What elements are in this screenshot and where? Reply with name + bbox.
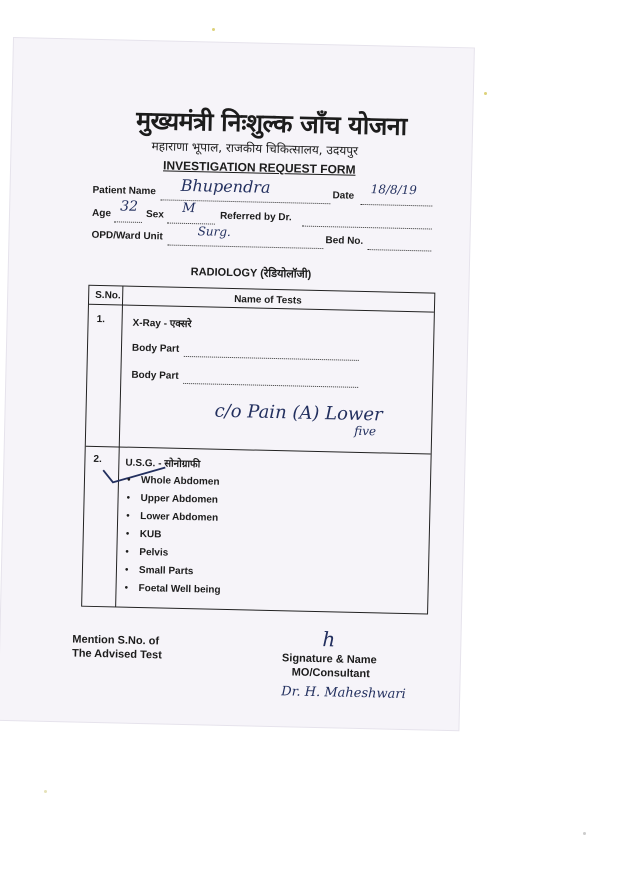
- sex-value: M: [182, 200, 196, 217]
- mention-sno-line-2: The Advised Test: [71, 647, 163, 662]
- request-form-sheet: [0, 38, 474, 730]
- mo-consultant-label: MO/Consultant: [291, 666, 371, 681]
- row-2-number: 2.: [93, 453, 102, 466]
- bullet-icon: •: [125, 546, 130, 558]
- referred-line: [302, 216, 432, 230]
- signature-mark: h: [322, 627, 336, 652]
- usg-test-item: Whole Abdomen: [140, 474, 220, 488]
- opd-unit-value: Surg.: [197, 224, 232, 239]
- paper-speck: [484, 92, 487, 95]
- paper-speck: [212, 28, 215, 31]
- paper-speck: [44, 790, 47, 793]
- usg-test-item: Pelvis: [139, 546, 169, 559]
- date-value: 18/8/19: [370, 182, 418, 198]
- usg-label: U.S.G. - सोनोग्राफी: [125, 457, 201, 471]
- patient-name-value: Bhupendra: [180, 175, 271, 197]
- doctor-name: Dr. H. Maheshwari: [281, 684, 406, 703]
- radiology-table: [81, 285, 435, 615]
- table-row-divider: [86, 446, 431, 455]
- hospital-name: महाराणा भूपाल, राजकीय चिकित्सालय, उदयपुर: [151, 139, 359, 158]
- body-part-1-label: Body Part: [131, 342, 180, 355]
- date-label: Date: [332, 190, 355, 202]
- patient-name-label: Patient Name: [92, 184, 157, 198]
- paper-speck: [583, 832, 586, 835]
- usg-test-item: Upper Abdomen: [140, 492, 219, 506]
- radiology-heading: RADIOLOGY (रेडियोलॉजी): [190, 266, 312, 281]
- body-part-2-line: [183, 373, 358, 388]
- bullet-icon: •: [126, 510, 130, 522]
- body-part-2-label: Body Part: [131, 369, 179, 382]
- usg-test-item: KUB: [139, 528, 162, 541]
- bullet-icon: •: [124, 564, 129, 576]
- usg-test-item: Small Parts: [138, 564, 194, 578]
- clinical-note: c/o Pain (A) Lower: [214, 400, 383, 426]
- bullet-icon: •: [126, 474, 131, 486]
- bullet-icon: •: [125, 528, 130, 540]
- clinical-note-continued: five: [354, 423, 377, 439]
- referred-label: Referred by Dr.: [219, 210, 292, 224]
- mention-sno-line-1: Mention S.No. of: [72, 633, 160, 648]
- opd-unit-line: [167, 235, 323, 250]
- scheme-title: मुख्यमंत्री निःशुल्क जाँच योजना: [135, 105, 407, 141]
- sex-label: Sex: [145, 209, 164, 221]
- row-1-number: 1.: [96, 313, 106, 326]
- body-part-1-line: [184, 346, 359, 361]
- xray-label: X-Ray - एक्सरे: [132, 317, 192, 331]
- bed-no-line: [367, 239, 431, 251]
- opd-unit-label: OPD/Ward Unit: [91, 229, 163, 243]
- tests-column-header: Name of Tests: [233, 294, 302, 307]
- usg-test-item: Lower Abdomen: [140, 510, 219, 524]
- usg-test-item: Foetal Well being: [138, 582, 221, 596]
- bed-no-label: Bed No.: [325, 235, 364, 247]
- sno-column-header: S.No.: [95, 289, 121, 302]
- age-value: 32: [120, 198, 139, 215]
- form-title: INVESTIGATION REQUEST FORM: [162, 158, 356, 177]
- bullet-icon: •: [126, 492, 131, 504]
- signature-label: Signature & Name: [281, 652, 377, 667]
- age-label: Age: [91, 207, 112, 220]
- bullet-icon: •: [124, 582, 129, 594]
